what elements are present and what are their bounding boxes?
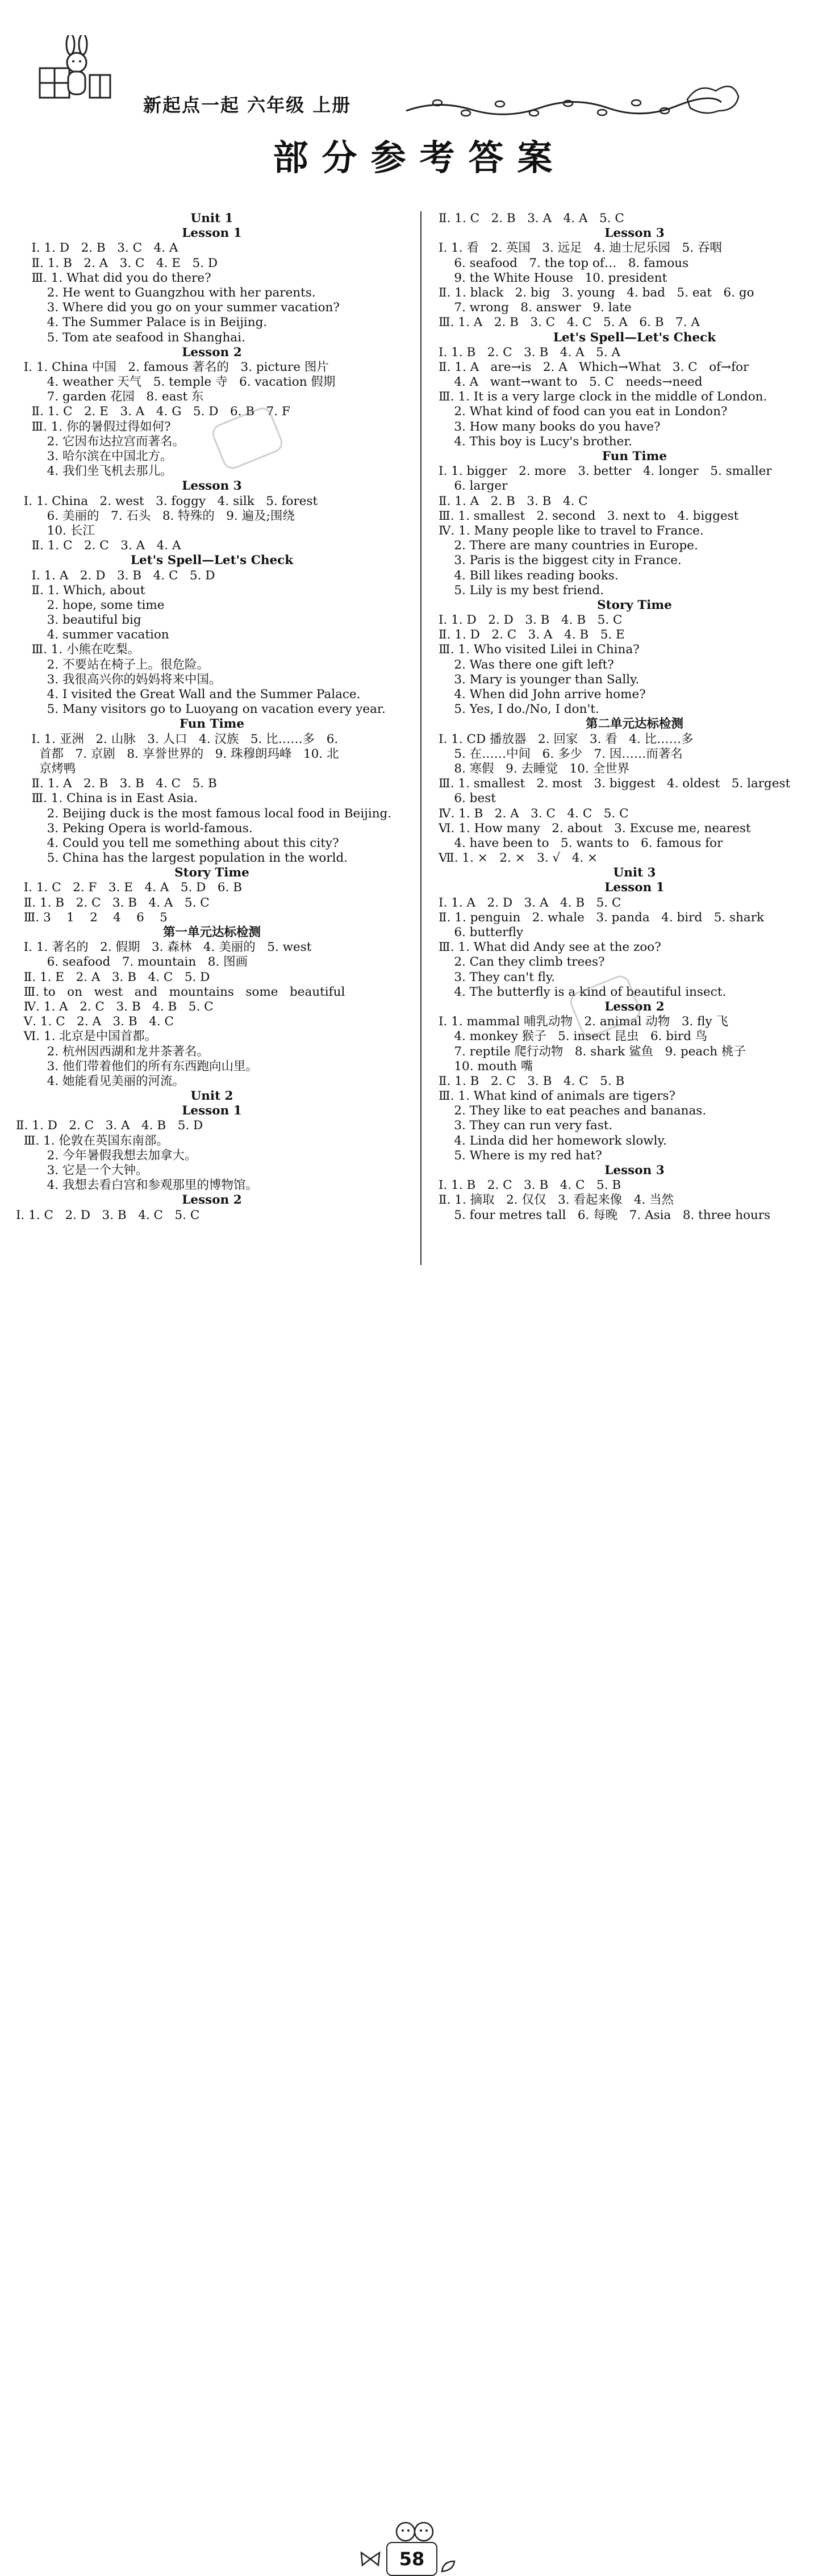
- answer-line: 2. hope, some time: [16, 598, 165, 612]
- answer-line: 2. 杭州因西湖和龙井茶著名。: [16, 1044, 210, 1059]
- answer-line: Ⅵ. 1. How many 2. about 3. Excuse me, nearest: [439, 821, 751, 836]
- answer-line: 3. 哈尔滨在中国北方。: [16, 449, 173, 464]
- answer-line: Ⅲ. 1. smallest 2. most 3. biggest 4. oldest 5. largest: [439, 776, 791, 791]
- answer-line: 6. seafood 7. the top of… 8. famous: [439, 256, 689, 270]
- answer-line: Ⅳ. 1. A 2. C 3. B 4. B 5. C: [16, 999, 214, 1014]
- answer-line: Ⅰ. 1. D 2. B 3. C 4. A: [16, 241, 178, 256]
- answer-line: Ⅲ. 1. What kind of animals are tigers?: [439, 1089, 676, 1104]
- section-heading: Lesson 2: [182, 1193, 242, 1208]
- answer-line: Ⅰ. 1. A 2. D 3. A 4. B 5. C: [439, 895, 621, 910]
- answer-line: Ⅰ. 1. C 2. D 3. B 4. C 5. C: [16, 1208, 200, 1222]
- answer-line: Ⅰ. 1. 著名的 2. 假期 3. 森林 4. 美丽的 5. west: [16, 940, 312, 955]
- section-heading: Unit 3: [613, 866, 656, 880]
- answer-line: Ⅱ. 1. A 2. B 3. B 4. C: [439, 494, 588, 508]
- answer-line: Ⅰ. 1. C 2. F 3. E 4. A 5. D 6. B: [16, 880, 243, 895]
- answer-line: 2. He went to Guangzhou with her parents.: [16, 285, 316, 300]
- answer-line: Ⅰ. 1. CD 播放器 2. 回家 3. 看 4. 比……多: [439, 732, 694, 746]
- answer-line: 4. have been to 5. wants to 6. famous for: [439, 836, 723, 850]
- answer-line: Ⅲ. to on west and mountains some beautiful: [16, 984, 345, 999]
- answer-line: 4. monkey 猴子 5. insect 昆虫 6. bird 鸟: [439, 1029, 708, 1044]
- section-heading: Lesson 3: [182, 479, 242, 494]
- answer-line: Ⅲ. 3 1 2 4 6 5: [16, 910, 168, 925]
- answer-line: Ⅲ. 1. A 2. B 3. C 4. C 5. A 6. B 7. A: [439, 315, 700, 330]
- answer-line: Ⅰ. 1. A 2. D 3. B 4. C 5. D: [16, 568, 215, 583]
- answer-line: 2. Can they climb trees?: [439, 955, 605, 970]
- answer-line: 3. Peking Opera is world-famous.: [16, 821, 253, 836]
- answer-line: 4. I visited the Great Wall and the Summer Palace.: [16, 687, 361, 702]
- answer-line: 3. beautiful big: [16, 613, 141, 628]
- answer-line: 2. Was there one gift left?: [439, 657, 614, 672]
- answer-line: 6. larger: [439, 479, 508, 494]
- answer-line: 3. 他们带着他们的所有东西跑向山里。: [16, 1059, 258, 1074]
- section-heading: 第二单元达标检测: [585, 717, 683, 732]
- answer-line: Ⅱ. 1. 摘取 2. 仅仅 3. 看起来像 4. 当然: [439, 1193, 674, 1208]
- section-heading: Let's Spell—Let's Check: [130, 553, 294, 568]
- answer-line: 10. 长江: [16, 523, 95, 538]
- answer-line: 2. 今年暑假我想去加拿大。: [16, 1148, 197, 1163]
- book-title: 新起点一起 六年级 上册: [143, 94, 352, 116]
- answer-line: Ⅰ. 1. mammal 哺乳动物 2. animal 动物 3. fly 飞: [439, 1014, 728, 1029]
- answer-line: Ⅲ. 1. 你的暑假过得如何?: [16, 419, 171, 434]
- answer-line: 8. 寒假 9. 去睡觉 10. 全世界: [439, 761, 630, 776]
- answer-line: Ⅲ. 1. Who visited Lilei in China?: [439, 642, 640, 657]
- answer-line: Ⅲ. 1. What did Andy see at the zoo?: [439, 940, 661, 955]
- answer-line: Ⅲ. 1. China is in East Asia.: [16, 791, 198, 806]
- page-footer: [0, 1264, 839, 2570]
- answer-line: 5. Where is my red hat?: [439, 1148, 602, 1163]
- answer-line: Ⅲ. 1. smallest 2. second 3. next to 4. biggest: [439, 508, 739, 523]
- answer-line: 3. Paris is the biggest city in France.: [439, 553, 682, 568]
- answer-line: 9. the White House 10. president: [439, 270, 667, 285]
- answer-line: 5. four metres tall 6. 每晚 7. Asia 8. three hours: [439, 1208, 771, 1222]
- answer-line: 5. Many visitors go to Luoyang on vacation every year.: [16, 702, 386, 717]
- section-heading: Story Time: [174, 866, 249, 880]
- answer-line: 6. seafood 7. mountain 8. 图画: [16, 955, 248, 970]
- section-heading: Let's Spell—Let's Check: [553, 330, 716, 345]
- answer-line: 2. 不要站在椅子上。很危险。: [16, 657, 210, 672]
- answer-line: Ⅳ. 1. Many people like to travel to France.: [439, 523, 704, 538]
- answer-line: 4. When did John arrive home?: [439, 687, 646, 702]
- answer-line: Ⅱ. 1. black 2. big 3. young 4. bad 5. eat 6. go: [439, 285, 754, 300]
- section-heading: Lesson 1: [182, 226, 242, 241]
- section-heading: Lesson 1: [182, 1104, 242, 1118]
- answer-line: 3. They can't fly.: [439, 970, 556, 984]
- answer-line: 5. China has the largest population in the world.: [16, 851, 348, 866]
- answer-line: 6. best: [439, 791, 496, 806]
- answer-line: Ⅱ. 1. B 2. C 3. B 4. C 5. B: [439, 1074, 625, 1088]
- answer-line: 2. 它因布达拉宫而著名。: [16, 434, 185, 449]
- answer-line: 4. 我们坐飞机去那儿。: [16, 464, 173, 479]
- answer-line: Ⅴ. 1. C 2. A 3. B 4. C: [16, 1014, 174, 1029]
- answer-line: 2. They like to eat peaches and bananas.: [439, 1104, 707, 1118]
- leaf-decoration-icon: [440, 2559, 457, 2574]
- answer-line: 3. Where did you go on your summer vacation?: [16, 300, 340, 315]
- answer-line: Ⅱ. 1. C 2. B 3. A 4. A 5. C: [439, 211, 624, 226]
- page-title: 部分参考答案: [273, 137, 566, 178]
- section-heading: Lesson 3: [604, 226, 665, 241]
- answer-line: Ⅱ. 1. E 2. A 3. B 4. C 5. D: [16, 970, 210, 984]
- answer-line: 3. 我很高兴你的妈妈将来中国。: [16, 672, 222, 687]
- column-divider: [420, 211, 421, 1265]
- answer-line: 5. Tom ate seafood in Shanghai.: [16, 330, 245, 345]
- answer-line: 3. They can run very fast.: [439, 1118, 613, 1133]
- answer-line: 7. garden 花园 8. east 东: [16, 390, 204, 404]
- answer-line: Ⅱ. 1. penguin 2. whale 3. panda 4. bird 5. shark: [439, 910, 765, 925]
- answer-line: Ⅱ. 1. A 2. B 3. B 4. C 5. B: [16, 776, 217, 791]
- answer-line: Ⅰ. 1. China 中国 2. famous 著名的 3. picture 图片: [16, 360, 329, 374]
- answer-line: 7. reptile 爬行动物 8. shark 鲨鱼 9. peach 桃子: [439, 1044, 746, 1059]
- section-heading: Lesson 2: [182, 345, 242, 360]
- answer-line: Ⅰ. 1. B 2. C 3. B 4. A 5. A: [439, 345, 621, 360]
- page-number: 58: [386, 2542, 437, 2576]
- answer-line: 4. Bill likes reading books.: [439, 568, 619, 583]
- answer-line: Ⅰ. 1. bigger 2. more 3. better 4. longer 5. smaller: [439, 464, 772, 479]
- answer-line: Ⅰ. 1. D 2. D 3. B 4. B 5. C: [439, 613, 623, 628]
- answer-line: Ⅱ. 1. C 2. C 3. A 4. A: [16, 538, 181, 553]
- animals-decoration-icon: [392, 2517, 437, 2543]
- answer-line: Ⅰ. 1. China 2. west 3. foggy 4. silk 5. forest: [16, 494, 318, 508]
- bow-decoration-icon: [359, 2550, 382, 2567]
- answer-line: Ⅱ. 1. D 2. C 3. A 4. B 5. E: [439, 628, 625, 642]
- right-answer-column: [439, 211, 830, 1223]
- answer-line: Ⅳ. 1. B 2. A 3. C 4. C 5. C: [439, 806, 629, 821]
- answer-line: 4. The Summer Palace is in Beijing.: [16, 315, 268, 330]
- section-heading: Unit 2: [190, 1089, 233, 1104]
- answer-line: 5. Lily is my best friend.: [439, 583, 604, 598]
- answer-line: 2. What kind of food can you eat in London?: [439, 404, 728, 419]
- answer-line: 4. 我想去看白宫和参观那里的博物馆。: [16, 1178, 258, 1193]
- page-header: [0, 0, 839, 187]
- answer-line: 4. 她能看见美丽的河流。: [16, 1074, 185, 1088]
- answer-line: 3. Mary is younger than Sally.: [439, 672, 640, 687]
- answer-line: Ⅲ. 1. 伦敦在英国东南部。: [16, 1133, 169, 1148]
- section-heading: Fun Time: [179, 717, 245, 732]
- left-answer-column: [16, 211, 408, 1223]
- answer-line: 3. How many books do you have?: [439, 419, 661, 434]
- section-heading: Lesson 3: [604, 1163, 665, 1178]
- answer-line: Ⅰ. 1. 看 2. 英国 3. 远足 4. 迪士尼乐园 5. 吞咽: [439, 241, 722, 256]
- answer-line: 3. 它是一个大钟。: [16, 1163, 148, 1178]
- answer-line: Ⅱ. 1. A are→is 2. A Which→What 3. C of→for: [439, 360, 749, 374]
- answer-line: 4. The butterfly is a kind of beautiful insect.: [439, 984, 727, 999]
- vine-decoration-icon: [403, 77, 744, 122]
- answer-line: Ⅰ. 1. B 2. C 3. B 4. C 5. B: [439, 1178, 621, 1193]
- answer-line: Ⅵ. 1. 北京是中国首都。: [16, 1029, 157, 1044]
- answer-line: Ⅲ. 1. What did you do there?: [16, 270, 211, 285]
- answer-line: Ⅶ. 1. × 2. × 3. √ 4. ×: [439, 851, 598, 866]
- answer-line: 4. summer vacation: [16, 628, 169, 642]
- answer-line: Ⅱ. 1. C 2. E 3. A 4. G 5. D 6. B 7. F: [16, 404, 290, 419]
- answer-line: 5. Yes, I do./No, I don't.: [439, 702, 599, 717]
- answer-line: 6. butterfly: [439, 925, 524, 940]
- answer-line: 10. mouth 嘴: [439, 1059, 533, 1074]
- answer-line: Ⅲ. 1. It is a very large clock in the middle of London.: [439, 390, 767, 404]
- section-heading: Story Time: [597, 598, 672, 612]
- rabbit-gift-icon: [35, 35, 115, 103]
- section-heading: Fun Time: [602, 449, 667, 464]
- answer-line: Ⅲ. 1. 小熊在吃梨。: [16, 642, 140, 657]
- answer-line: 4. Linda did her homework slowly.: [439, 1133, 667, 1148]
- answer-line: 2. Beijing duck is the most famous local food in Beijing.: [16, 806, 392, 821]
- answer-line: Ⅱ. 1. D 2. C 3. A 4. B 5. D: [16, 1118, 203, 1133]
- answer-line: Ⅱ. 1. B 2. C 3. B 4. A 5. C: [16, 895, 210, 910]
- answer-line: 5. 在……中间 6. 多少 7. 因……而著名: [439, 746, 683, 761]
- answer-line: 4. A want→want to 5. C needs→need: [439, 375, 703, 390]
- answer-line: 4. weather 天气 5. temple 寺 6. vacation 假期: [16, 375, 336, 390]
- answer-line: 4. This boy is Lucy's brother.: [439, 434, 633, 449]
- answer-line: 京烤鸭: [16, 761, 76, 776]
- section-heading: 第一单元达标检测: [162, 925, 261, 940]
- answer-line: 首都 7. 京剧 8. 享誉世界的 9. 珠穆朗玛峰 10. 北: [16, 746, 339, 761]
- section-heading: Lesson 2: [604, 999, 665, 1014]
- answer-line: Ⅱ. 1. Which, about: [16, 583, 145, 598]
- section-heading: Lesson 1: [604, 880, 665, 895]
- section-heading: Unit 1: [190, 211, 233, 226]
- answer-line: 4. Could you tell me something about this city?: [16, 836, 339, 850]
- answer-line: 7. wrong 8. answer 9. late: [439, 300, 632, 315]
- answer-line: 2. There are many countries in Europe.: [439, 538, 698, 553]
- answer-line: Ⅱ. 1. B 2. A 3. C 4. E 5. D: [16, 256, 218, 270]
- answer-line: 6. 美丽的 7. 石头 8. 特殊的 9. 遍及;围绕: [16, 508, 295, 523]
- answer-line: Ⅰ. 1. 亚洲 2. 山脉 3. 人口 4. 汉族 5. 比……多 6.: [16, 732, 339, 746]
